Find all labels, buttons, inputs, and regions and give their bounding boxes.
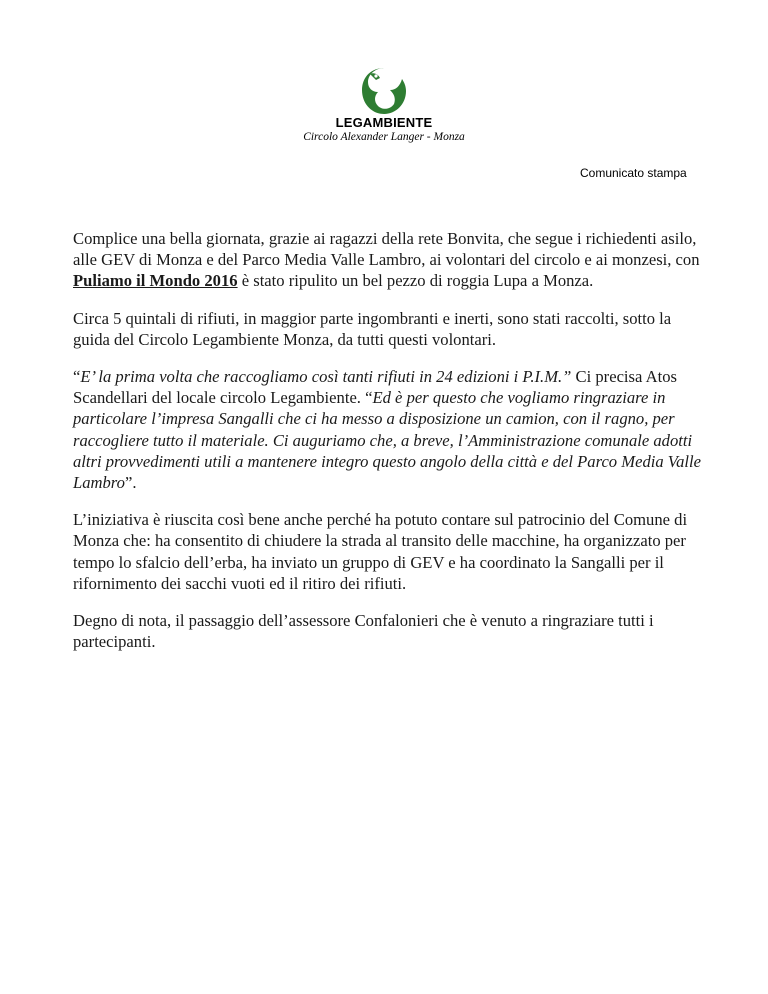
organization-tagline: Circolo Alexander Langer - Monza	[303, 131, 465, 143]
legambiente-swan-logo-icon	[356, 64, 412, 116]
quote-open-mark: “	[73, 367, 81, 387]
paragraph-5: Degno di nota, il passaggio dell’assessore Confalonieri che è venuto a ringraziare tutti i partecipanti.	[73, 611, 654, 652]
paragraph-1-text-end: è stato ripulito un bel pezzo di roggia Lupa a Monza.	[237, 271, 594, 291]
paragraph-1-text-start: Complice una bella giornata, grazie ai ragazzi della rete Bonvita, che segue i richiedenti asilo, alle GEV di Monza e del Parco Media Valle Lambro, ai volontari del circolo e ai monzesi, con	[73, 229, 700, 270]
quote-2: Ed è per questo che vogliamo ringraziare in particolare l’impresa Sangalli che ci ha messo a disposizione un camion, con il ragno, per raccogliere tutto il materiale. Ci auguriamo che, a breve, l’Amministrazione comunale adotti altri provvedimenti utili a mantenere integro questo angolo della città e del Parco Media Valle Lambro	[73, 388, 701, 493]
quote-close-mark: ”.	[124, 473, 137, 493]
paragraph-2: Circa 5 quintali di rifiuti, in maggior parte ingombranti e inerti, sono stati raccolti, sotto la guida del Circolo Legambiente Monza, da tutti questi volontari.	[73, 308, 672, 349]
paragraph-3	[73, 366, 701, 493]
document-body	[73, 228, 701, 668]
campaign-name: Puliamo il Mondo 2016	[73, 271, 238, 291]
quote-1: E’ la prima volta che raccogliamo così tanti rifiuti in 24 edizioni i P.I.M.”	[80, 367, 572, 387]
letterhead	[0, 64, 768, 144]
paragraph-4: L’iniziativa è riuscita così bene anche perché ha potuto contare sul patrocinio del Comune di Monza che: ha consentito di chiudere la strada al transito delle macchine, ha organizzato per tempo lo sfalcio dell’erba, ha inviato un gruppo di GEV e ha coordinato la Sangalli per il rifornimento dei sacchi vuoti ed il ritiro dei rifiuti.	[73, 510, 688, 593]
press-release-label: Comunicato stampa	[580, 166, 687, 180]
paragraph-1	[73, 228, 701, 292]
paragraph-3-attribution: Ci precisa Atos Scandellari del locale circolo Legambiente. “	[73, 367, 677, 408]
organization-name: LEGAMBIENTE	[335, 115, 433, 130]
